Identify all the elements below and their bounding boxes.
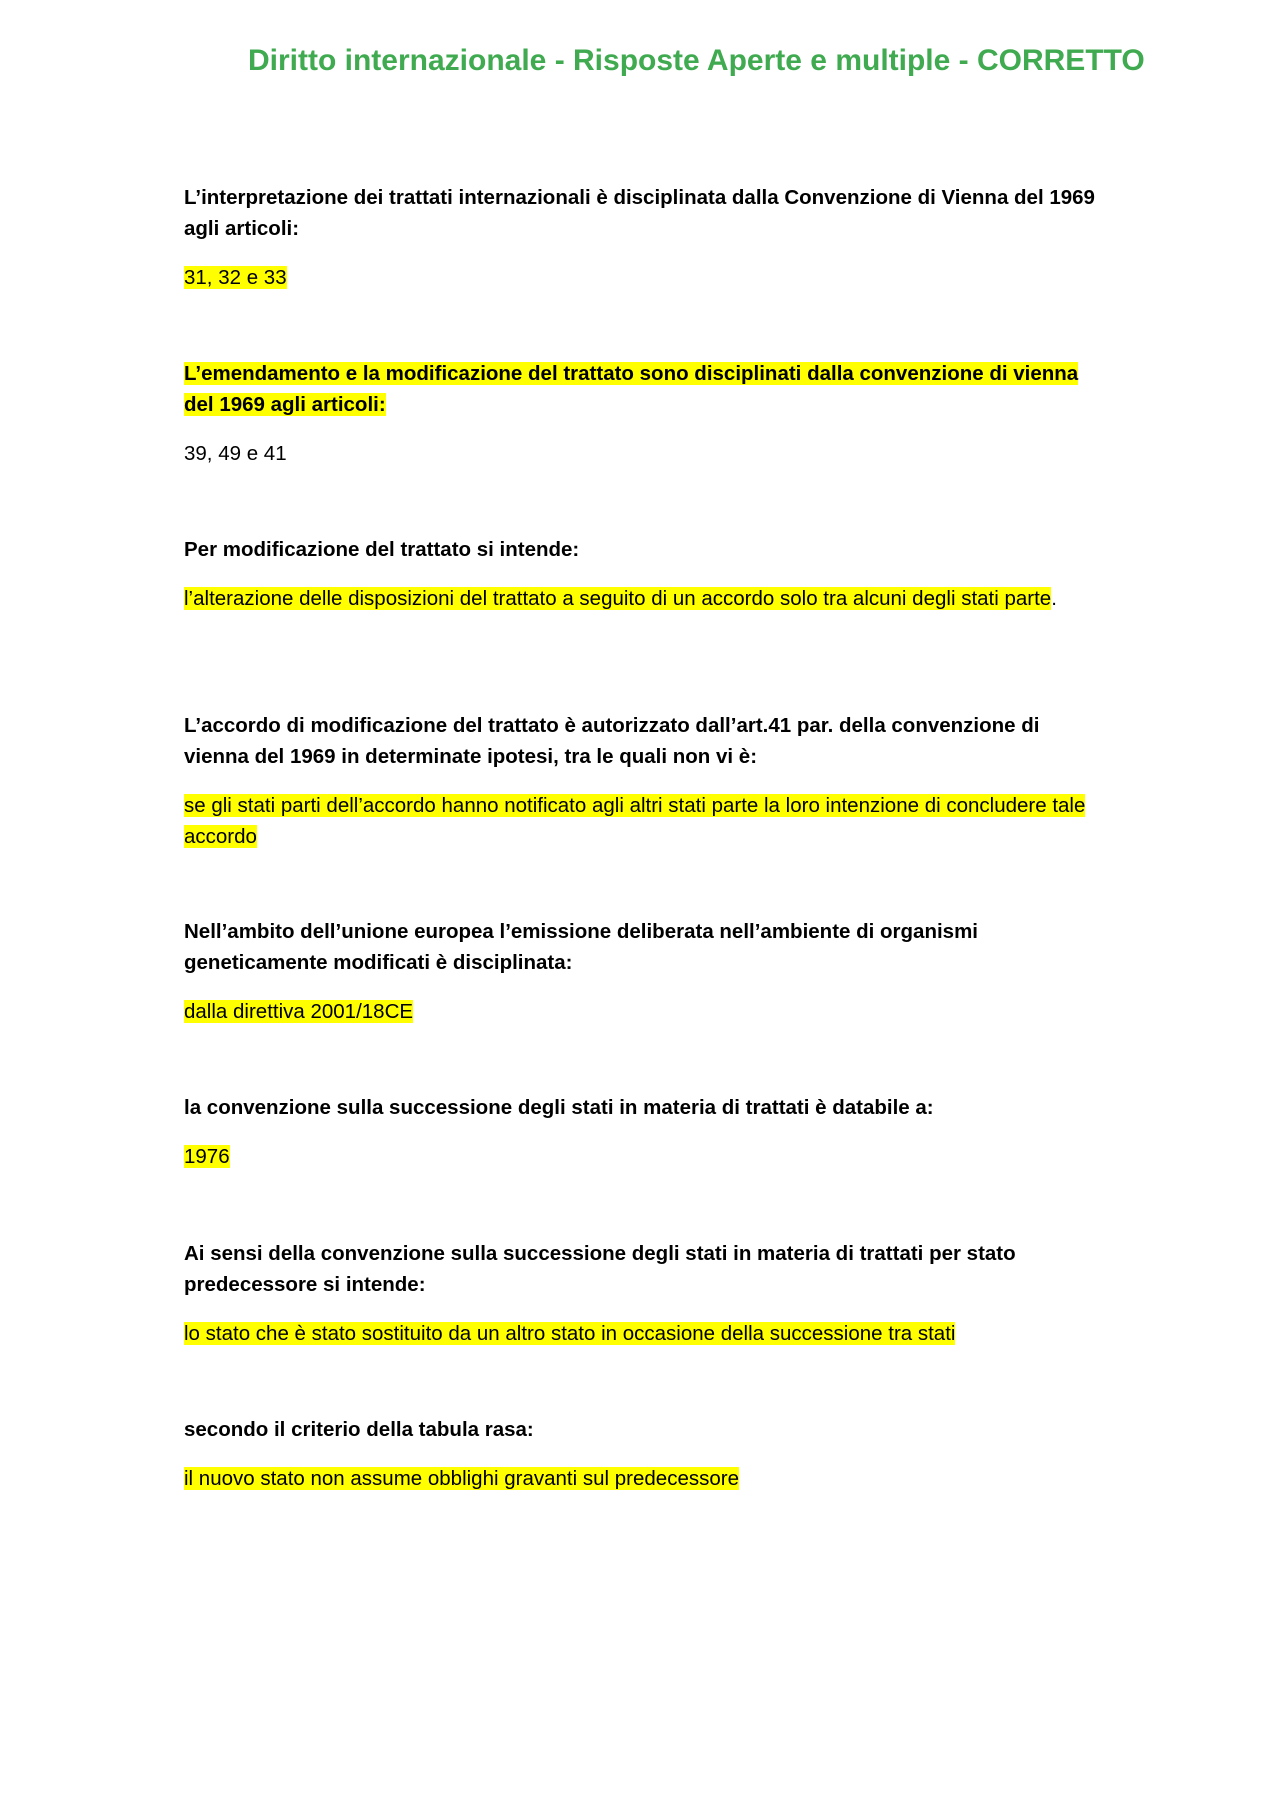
qa-item — [184, 1238, 1104, 1349]
document-title: Diritto internazionale - Risposte Aperte e multiple - CORRETTO — [248, 44, 1145, 77]
question-text: L’accordo di modificazione del trattato è autorizzato dall’art.41 par. della convenzione di vienna del 1969 in determinate ipotesi, tra le quali non vi è: — [184, 714, 1040, 768]
answer — [184, 1463, 1104, 1494]
question-text: Nell’ambito dell’unione europea l’emissione deliberata nell’ambiente di organismi geneticamente modificati è disciplinata: — [184, 920, 978, 974]
question-text: L’emendamento e la modificazione del trattato sono disciplinati dalla convenzione di vienna del 1969 agli articoli: — [184, 362, 1079, 416]
answer-text: 1976 — [184, 1145, 230, 1168]
question — [184, 1414, 1104, 1445]
answer-text: lo stato che è stato sostituito da un altro stato in occasione della successione tra stati — [184, 1322, 956, 1345]
question — [184, 710, 1104, 772]
question — [184, 1092, 1104, 1123]
answer-text: 31, 32 e 33 — [184, 266, 287, 289]
answer-suffix: . — [1051, 587, 1057, 610]
qa-item — [184, 534, 1104, 614]
qa-item — [184, 916, 1104, 1027]
question-text: la convenzione sulla successione degli stati in materia di trattati è databile a: — [184, 1096, 934, 1119]
answer — [184, 583, 1104, 614]
qa-item — [184, 358, 1104, 469]
qa-item — [184, 1414, 1104, 1494]
question — [184, 1238, 1104, 1300]
question — [184, 916, 1104, 978]
question — [184, 182, 1104, 244]
question-text: Ai sensi della convenzione sulla successione degli stati in materia di trattati per stato predecessore si intende: — [184, 1242, 1016, 1296]
question-text: Per modificazione del trattato si intende: — [184, 538, 580, 561]
qa-item — [184, 1092, 1104, 1172]
answer-text: dalla direttiva 2001/18CE — [184, 1000, 414, 1023]
answer-text: l’alterazione delle disposizioni del trattato a seguito di un accordo solo tra alcuni degli stati parte — [184, 587, 1052, 610]
answer — [184, 1141, 1104, 1172]
question — [184, 358, 1104, 420]
question — [184, 534, 1104, 565]
answer-text: 39, 49 e 41 — [184, 442, 287, 465]
answer — [184, 996, 1104, 1027]
answer — [184, 790, 1104, 852]
question-text: L’interpretazione dei trattati internazionali è disciplinata dalla Convenzione di Vienna del 1969 agli articoli: — [184, 186, 1095, 240]
answer — [184, 438, 1104, 469]
answer-text: il nuovo stato non assume obblighi gravanti sul predecessore — [184, 1467, 739, 1490]
question-text: secondo il criterio della tabula rasa: — [184, 1418, 534, 1441]
qa-item — [184, 182, 1104, 293]
qa-item — [184, 710, 1104, 852]
answer — [184, 1318, 1104, 1349]
answer-text: se gli stati parti dell’accordo hanno notificato agli altri stati parte la loro intenzione di concludere tale accordo — [184, 794, 1086, 848]
answer — [184, 262, 1104, 293]
